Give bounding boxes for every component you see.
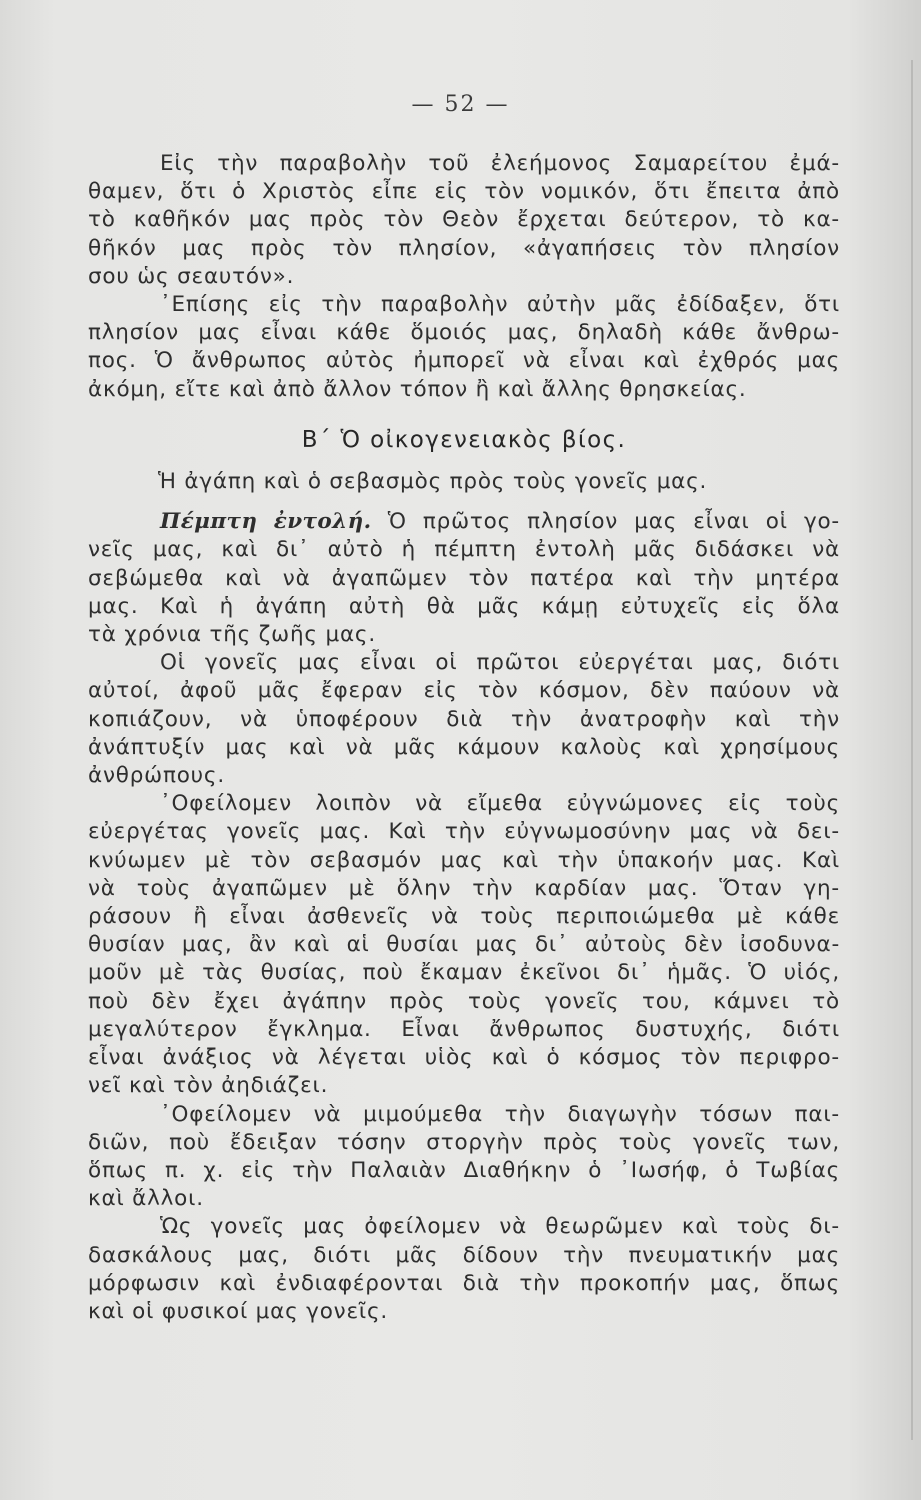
text-line: θῆκόν μας πρὸς τὸν πλησίον, «ἀγαπήσεις τὸν πλησίον xyxy=(88,235,840,261)
text-line: Ὡς γονεῖς μας ὀφείλομεν νὰ θεωρῶμεν καὶ τοὺς δι- xyxy=(160,1214,840,1240)
commandment-label: Πέμπτη ἐντολή. xyxy=(160,509,372,535)
text-line: Οἱ γονεῖς μας εἶναι οἱ πρῶτοι εὐεργέται μας, διότι xyxy=(160,650,840,676)
text-line: τὰ χρόνια τῆς ζωῆς μας. xyxy=(88,622,376,648)
text-line: ᾿Οφείλομεν νὰ μιμούμεθα τὴν διαγωγὴν τόσων παι- xyxy=(160,1101,840,1127)
section-subtitle: Ἡ ἀγάπη καὶ ὁ σεβασμὸς πρὸς τοὺς γονεῖς μας. xyxy=(158,469,708,495)
text-line: σεβώμεθα καὶ νὰ ἀγαπῶμεν τὸν πατέρα καὶ τὴν μητέρα xyxy=(88,565,840,591)
text-line: κοπιάζουν, νὰ ὑποφέρουν διὰ τὴν ἀνατροφὴν καὶ τὴν xyxy=(88,706,840,732)
text-line: μεγαλύτερον ἔγκλημα. Εἶναι ἄνθρωπος δυστυχής, διότι xyxy=(88,1016,840,1042)
text-line: θυσίαν μας, ἂν καὶ αἱ θυσίαι μας δι᾿ αὐτοὺς δὲν ἰσοδυνα- xyxy=(88,932,840,958)
section-heading: Β΄ Ὁ οἰκογενειακὸς βίος. xyxy=(301,426,627,453)
text-line: νὰ τοὺς ἀγαπῶμεν μὲ ὅλην τὴν καρδίαν μας. Ὅταν γη- xyxy=(88,875,840,901)
text-line: μας. Καὶ ἡ ἀγάπη αὐτὴ θὰ μᾶς κάμῃ εὐτυχεῖς εἰς ὅλα xyxy=(88,593,840,619)
text-line: νεῖς μας, καὶ δι᾿ αὐτὸ ἡ πέμπτη ἐντολὴ μᾶς διδάσκει νὰ xyxy=(88,537,840,563)
text-line: ράσουν ἢ εἶναι ἀσθενεῖς νὰ τοὺς περιποιώμεθα μὲ κάθε xyxy=(88,904,840,930)
page-edge-shadow xyxy=(911,60,913,1440)
text-line: σου ὡς σεαυτόν». xyxy=(88,263,295,289)
text-line: ποὺ δὲν ἔχει ἀγάπην πρὸς τοὺς γονεῖς του, κάμνει τὸ xyxy=(88,988,840,1014)
text-line: ᾿Επίσης εἰς τὴν παραβολὴν αὐτὴν μᾶς ἐδίδαξεν, ὅτι xyxy=(160,292,840,318)
text-line-rest: Ὁ πρῶτος πλησίον μας εἶναι οἱ γο- xyxy=(371,509,840,535)
page-text xyxy=(88,150,840,1326)
page-number: — 52 — xyxy=(411,92,510,117)
text-line: πος. Ὁ ἄνθρωπος αὐτὸς ἠμπορεῖ νὰ εἶναι καὶ ἐχθρός μας xyxy=(88,348,840,374)
text-line: κνύωμεν μὲ τὸν σεβασμόν μας καὶ τὴν ὑπακοήν μας. Καὶ xyxy=(88,847,840,873)
text-line: ἀνάπτυξίν μας καὶ νὰ μᾶς κάμουν καλοὺς καὶ χρησίμους xyxy=(88,734,840,760)
text-line: ὅπως π. χ. εἰς τὴν Παλαιὰν Διαθήκην ὁ ᾿Ιωσήφ, ὁ Τωβίας xyxy=(88,1157,840,1183)
text-line: εὐεργέτας γονεῖς μας. Καὶ τὴν εὐγνωμοσύνην μας νὰ δει- xyxy=(88,819,840,845)
text-line xyxy=(88,508,840,536)
text-line: ἀκόμη, εἴτε καὶ ἀπὸ ἄλλον τόπον ἢ καὶ ἄλλης θρησκείας. xyxy=(88,376,747,402)
text-line: δασκάλους μας, διότι μᾶς δίδουν τὴν πνευματικήν μας xyxy=(88,1242,840,1268)
text-line: τὸ καθῆκόν μας πρὸς τὸν Θεὸν ἔρχεται δεύτερον, τὸ κα- xyxy=(88,207,840,233)
text-line: διῶν, ποὺ ἔδειξαν τόσην στοργὴν πρὸς τοὺς γονεῖς των, xyxy=(88,1129,840,1155)
text-line: ᾿Οφείλομεν λοιπὸν νὰ εἴμεθα εὐγνώμονες εἰς τοὺς xyxy=(160,791,840,817)
text-line: καὶ οἱ φυσικοί μας γονεῖς. xyxy=(88,1298,389,1324)
text-line: θαμεν, ὅτι ὁ Χριστὸς εἶπε εἰς τὸν νομικόν, ὅτι ἔπειτα ἀπὸ xyxy=(88,179,840,205)
text-line: μόρφωσιν καὶ ἐνδιαφέρονται διὰ τὴν προκοπήν μας, ὅπως xyxy=(88,1270,840,1296)
text-line: νεῖ καὶ τὸν ἀηδιάζει. xyxy=(88,1073,329,1099)
text-line: καὶ ἄλλοι. xyxy=(88,1186,204,1212)
text-line: αὐτοί, ἀφοῦ μᾶς ἔφεραν εἰς τὸν κόσμον, δὲν παύουν νὰ xyxy=(88,678,840,704)
text-line: πλησίον μας εἶναι κάθε ὅμοιός μας, δηλαδὴ κάθε ἄνθρω- xyxy=(88,320,840,346)
text-line: εἶναι ἀνάξιος νὰ λέγεται υἱὸς καὶ ὁ κόσμος τὸν περιφρο- xyxy=(88,1045,840,1071)
text-line: ἀνθρώπους. xyxy=(88,763,225,789)
text-line: Εἰς τὴν παραβολὴν τοῦ ἐλεήμονος Σαμαρείτου ἐμά- xyxy=(160,151,840,176)
text-line: μοῦν μὲ τὰς θυσίας, ποὺ ἔκαμαν ἐκεῖνοι δι᾿ ἡμᾶς. Ὁ υἱός, xyxy=(88,960,840,986)
